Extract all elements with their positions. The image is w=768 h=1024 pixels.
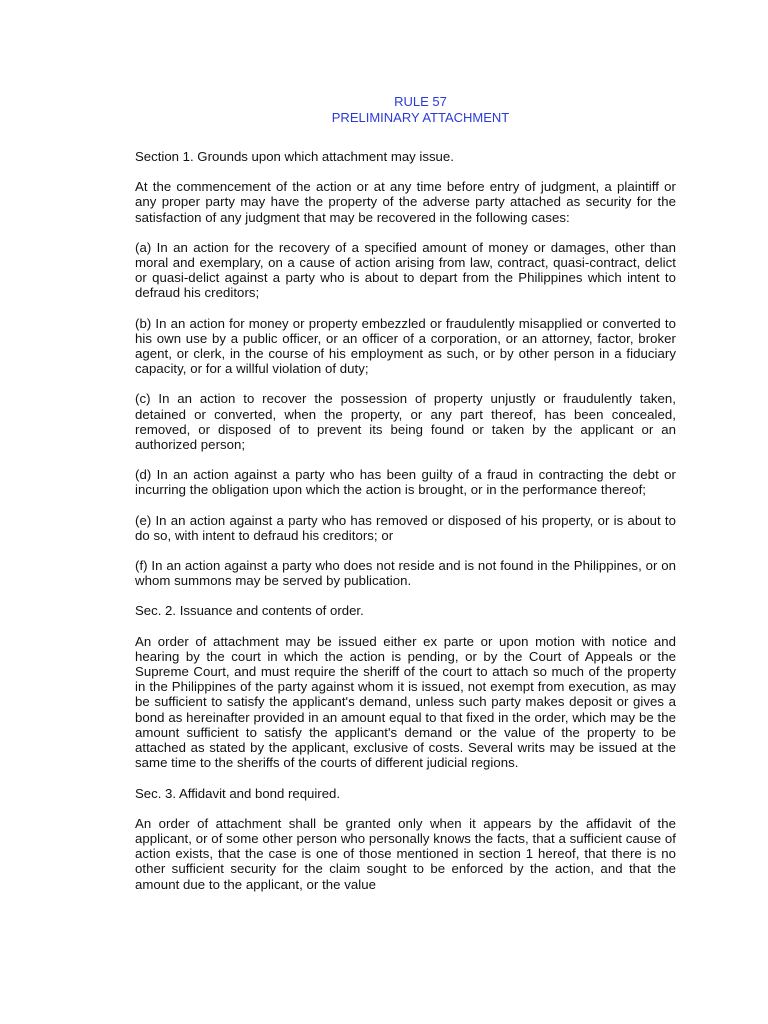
document-body [135, 149, 676, 892]
ground-c: (c) In an action to recover the possession of property unjustly or fraudulently taken, detained or converted, when the property, or any part thereof, has been concealed, removed, or disposed of to prevent its being found or taken by the applicant or an authorized person; [135, 391, 676, 453]
ground-e: (e) In an action against a party who has removed or disposed of his property, or is about to do so, with intent to defraud his creditors; or [135, 512, 676, 543]
section-3-heading: Sec. 3. Affidavit and bond required. [135, 785, 341, 801]
ground-a: (a) In an action for the recovery of a specified amount of money or damages, other than moral and exemplary, on a cause of action arising from law, contract, quasi-contract, delict or quasi-delict against a party who is about to depart from the Philippines which intent to defraud his creditors; [135, 239, 676, 301]
rule-number: RULE 57 [394, 94, 447, 109]
section-2-body: An order of attachment may be issued either ex parte or upon motion with notice and hearing by the court in which the action is pending, or by the Court of Appeals or the Supreme Court, and must require the sheriff of the court to attach so much of the property in the Philippines of the party against whom it is issued, not exempt from execution, as may be sufficient to satisfy the applicant's demand, unless such party makes deposit or gives a bond as hereinafter provided in an amount equal to that fixed in the order, which may be the amount sufficient to satisfy the applicant's demand or the value of the property to be attached as stated by the applicant, exclusive of costs. Several writs may be issued at the same time to the sheriffs of the courts of different judicial regions. [135, 633, 676, 771]
section-1-heading: Section 1. Grounds upon which attachment may issue. [135, 149, 454, 164]
ground-f: (f) In an action against a party who does not reside and is not found in the Philippines, or on whom summons may be served by publication. [135, 558, 676, 589]
rule-title: PRELIMINARY ATTACHMENT [331, 109, 510, 125]
section-2-heading: Sec. 2. Issuance and contents of order. [135, 603, 364, 619]
section-1-intro: At the commencement of the action or at any time before entry of judgment, a plaintiff or any proper party may have the property of the adverse party attached as security for the satisfaction of any judgment that may be recovered in the following cases: [135, 179, 676, 225]
ground-d: (d) In an action against a party who has been guilty of a fraud in contracting the debt or incurring the obligation upon which the action is brought, or in the performance thereof; [135, 467, 676, 498]
section-3-body: An order of attachment shall be granted only when it appears by the affidavit of the applicant, or of some other person who personally knows the facts, that a sufficient cause of action exists, that the case is one of those mentioned in section 1 hereof, that there is no other sufficient security for the claim sought to be enforced by the action, and that the amount due to the applicant, or the value [135, 815, 676, 892]
ground-b: (b) In an action for money or property embezzled or fraudulently misapplied or converted to his own use by a public officer, or an officer of a corporation, or an attorney, factor, broker agent, or clerk, in the course of his employment as such, or by other person in a fiduciary capacity, or for a willful violation of duty; [135, 315, 676, 377]
rule-heading [165, 94, 676, 125]
